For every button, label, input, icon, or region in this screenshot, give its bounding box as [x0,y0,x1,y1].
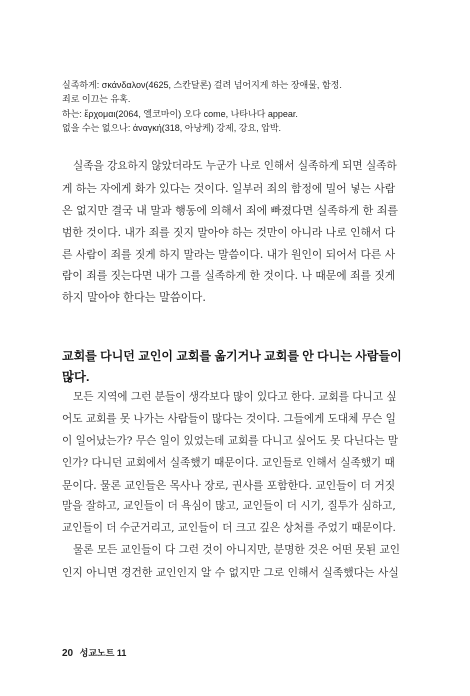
paragraph-2 [62,387,400,584]
paragraph-1 [62,156,400,309]
text-line: 인가? 다니던 교회에서 실족했기 때문이다. 교인들로 인해서 실족했기 때 [62,456,395,469]
text-line: 인지 아니면 경건한 교인인지 알 수 없지만 그로 인해서 실족했다는 사실 [62,566,399,580]
heading-line: 교회를 다니던 교인이 교회를 옮기거나 교회를 안 다니는 사람들이 [62,349,402,363]
text-line: 말을 잘하고, 교인들이 더 욕심이 많고, 교인들이 더 시기, 질투가 심하고, [62,500,396,513]
heading-line: 많다. [62,370,90,384]
note-line: 실족하게: σκάνδαλον(4625, 스칸달론) 걸려 넘어지게 하는 장애물, 함정. [62,80,342,90]
note-line: 없을 수는 없으나: ἀναγκή(318, 아낭케) 강제, 강요, 압박. [62,123,282,134]
text-line: 람이 죄를 짓는다면 내가 그를 실족하게 한 것이다. 나 때문에 죄를 짓게 [62,269,396,283]
page-number: 20 [62,648,74,659]
text-line: 이 일어났는가? 무슨 일이 있었는데 교회를 다니고 싶어도 못 다닌다는 말 [62,434,399,447]
text-line: 하지 말아야 한다는 말씀이다. [62,291,206,305]
text-line: 은 없지만 결국 내 말과 행동에 의해서 죄에 빠졌다면 실족하게 한 죄를 [62,203,398,217]
text-line: 게 하는 자에게 화가 있다는 것이다. 일부러 죄의 함정에 밀어 넣는 사람 [62,181,396,195]
text-line: 실족을 강요하지 않았더라도 누군가 나로 인해서 실족하게 되면 실족하 [73,160,397,172]
text-line: 문이다. 물론 교인들은 목사나 장로, 권사를 포함한다. 교인들이 더 거짓 [62,478,396,492]
note-line: 죄로 이끄는 유혹. [62,94,131,105]
note-line: 하는: ἔρχομαι(2064, 엘코마이) 오다 come, 나타나다 appear. [62,108,298,119]
text-line: 어도 교회를 못 나가는 사람들이 많다는 것이다. 그들에게 도대체 무슨 일 [62,412,396,425]
section-heading [62,346,402,388]
word-notes [62,78,442,136]
text-line: 범한 것이다. 내가 죄를 짓지 말아야 하는 것만이 아니라 나로 인해서 다 [62,225,396,239]
text-line: 교인들이 더 수군거리고, 교인들이 더 크고 깊은 상처를 주었기 때문이다. [62,522,396,535]
text-line: 른 사람이 죄를 짓게 하지 말라는 말씀이다. 내가 원인이 되어서 다른 사 [62,247,396,261]
text-line: 물론 모든 교인들이 다 그런 것이 아니지만, 분명한 것은 어떤 못된 교인 [73,544,400,557]
book-title: 성교노트 11 [79,648,127,658]
text-line: 모든 지역에 그런 분들이 생각보다 많이 있다고 한다. 교회를 다니고 싶 [73,391,397,403]
page-footer [62,646,126,659]
